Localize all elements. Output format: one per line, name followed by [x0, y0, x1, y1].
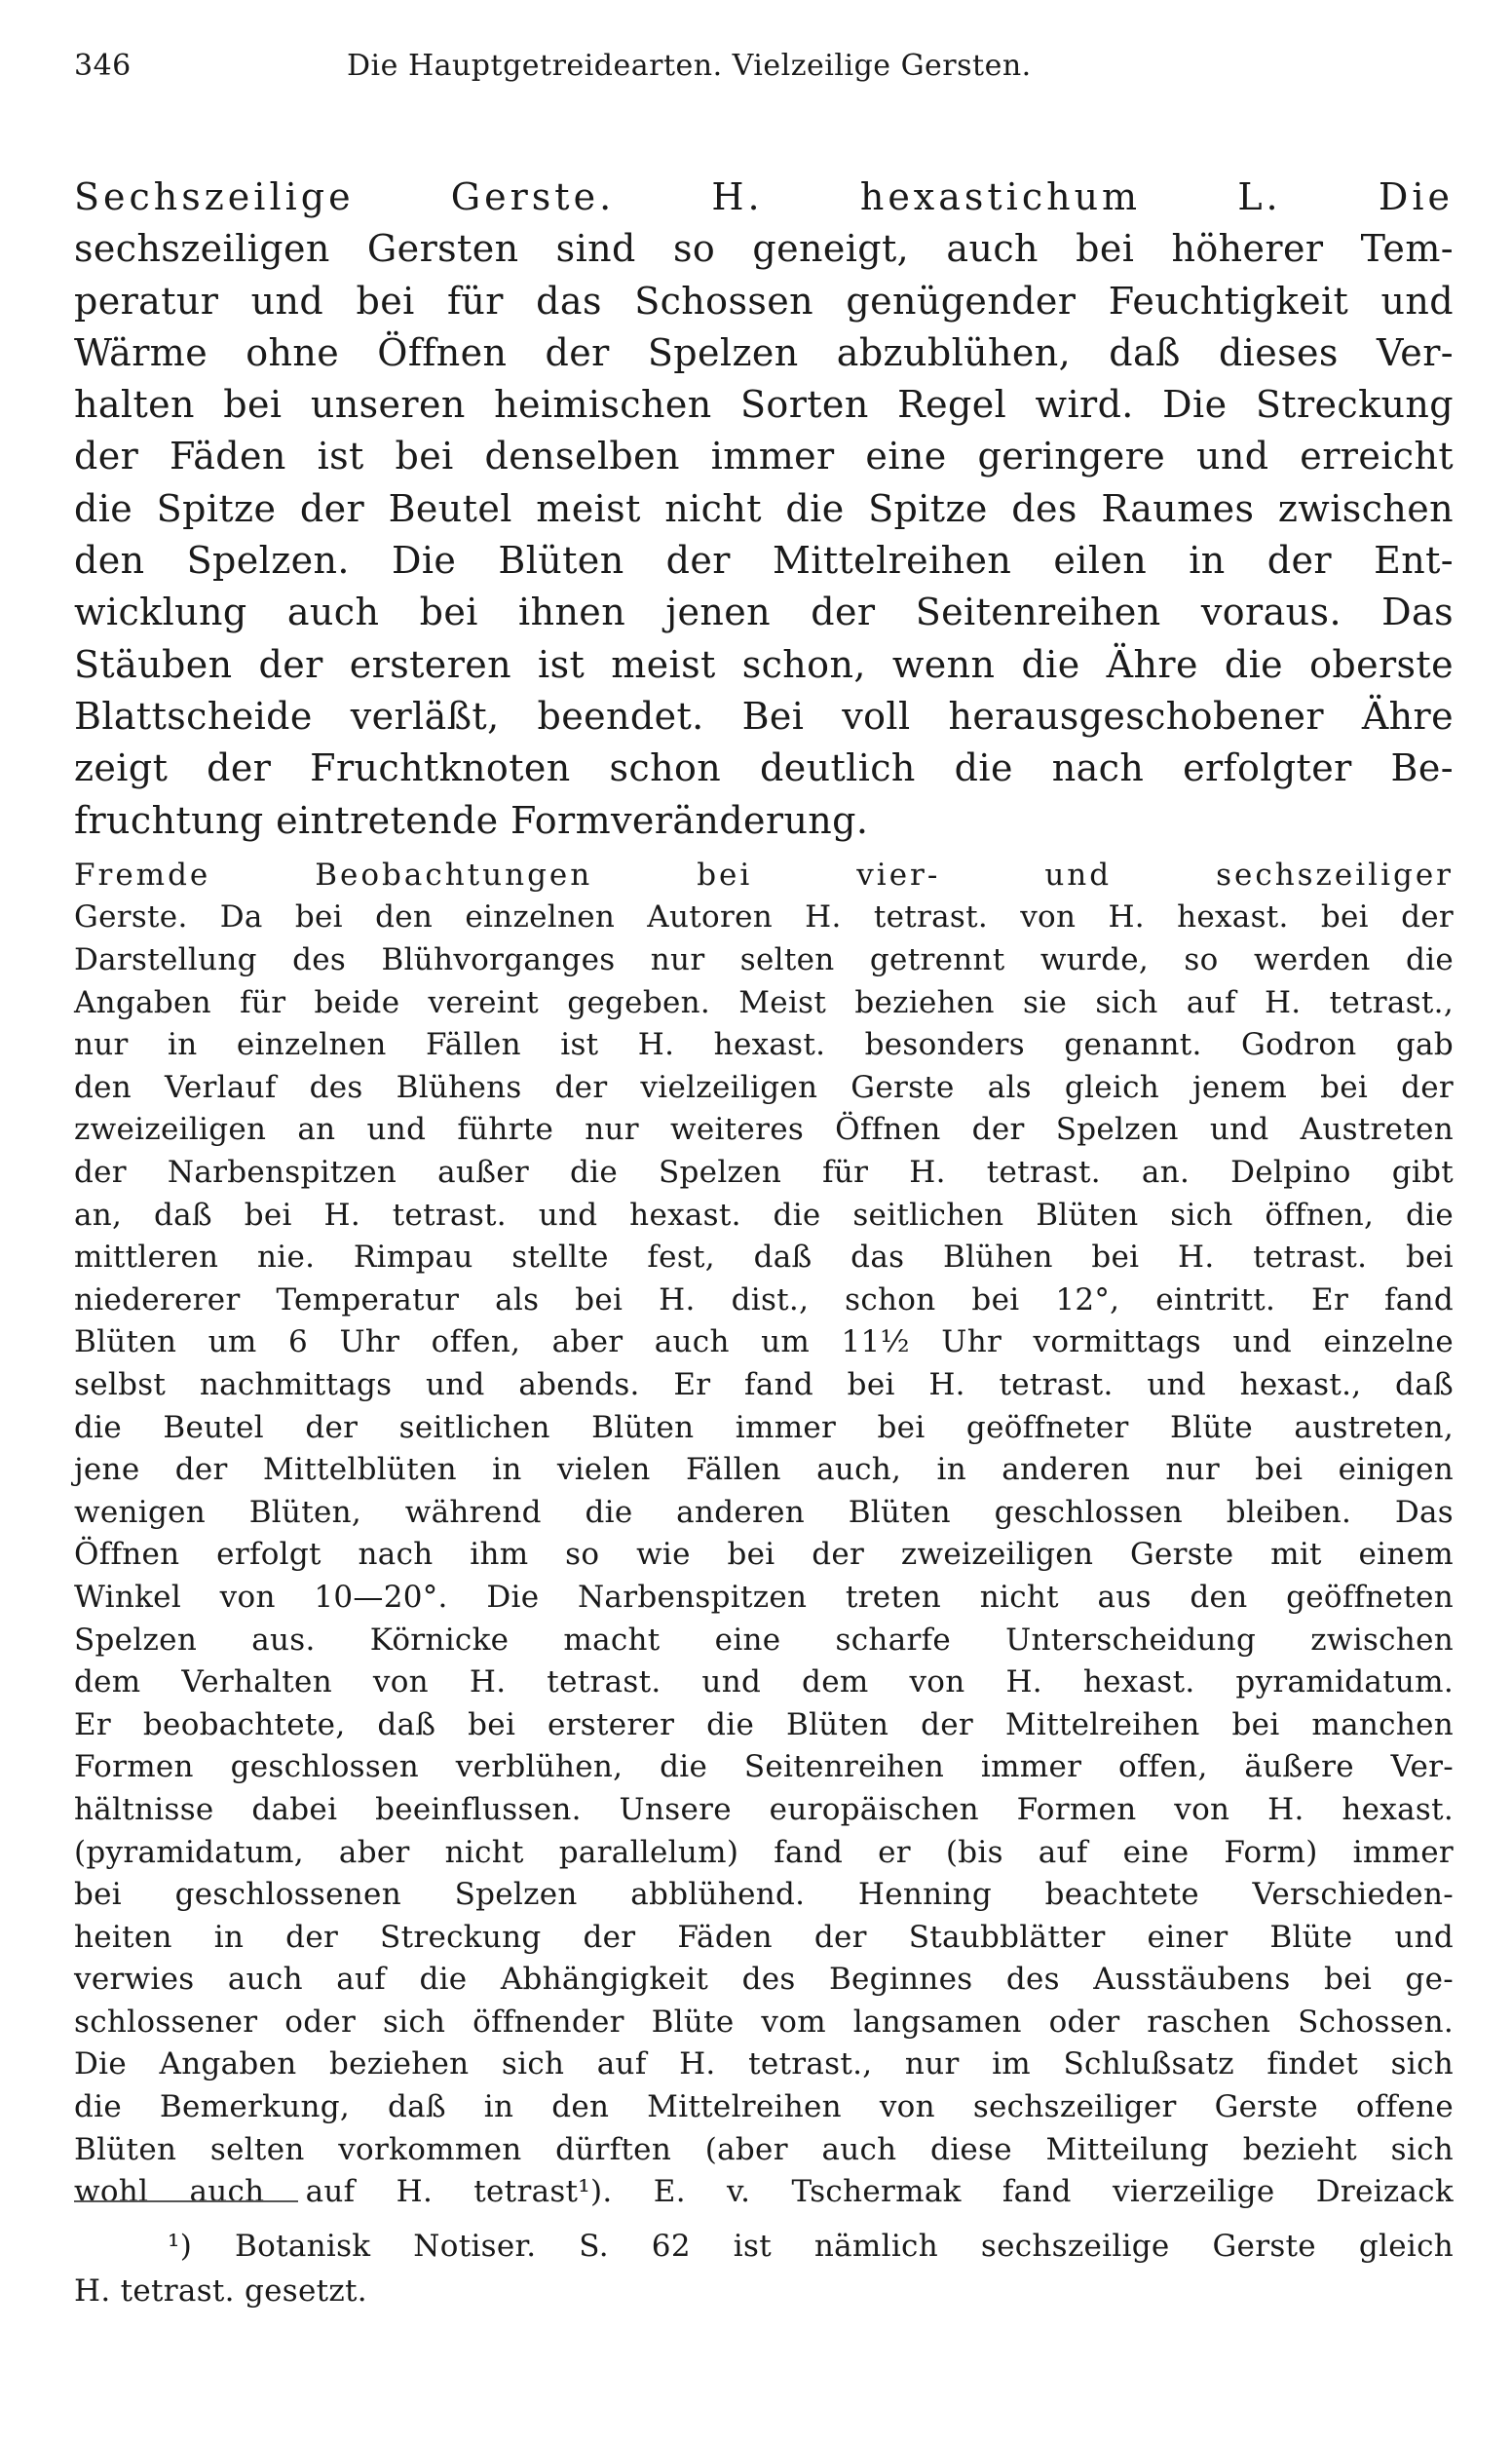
section-line: Blüten selten vorkommen dürften (aber auch diese Mitteilung bezieht sich: [74, 2131, 1454, 2167]
section-line: die Bemerkung, daß in den Mittelreihen von sechszeiliger Gerste offene: [74, 2089, 1454, 2125]
footnote-line: H. tetrast. gesetzt.: [74, 2273, 367, 2309]
paragraph-line: wicklung auch bei ihnen jenen der Seitenreihen voraus. Das: [74, 591, 1454, 634]
section-heading-line: Fremde Beobachtungen bei vier- und sechszeiliger: [74, 857, 1454, 893]
paragraph-line: fruchtung eintretende Formveränderung.: [74, 798, 869, 842]
section-line: Formen geschlossen verblühen, die Seitenreihen immer offen, äußere Ver-: [74, 1749, 1454, 1785]
section-line: niedererer Temperatur als bei H. dist., schon bei 12°, eintritt. Er fand: [74, 1281, 1454, 1317]
section-line: an, daß bei H. tetrast. und hexast. die seitlichen Blüten sich öffnen, die: [74, 1197, 1454, 1233]
section-line: wohl auch auf H. tetrast¹). E. v. Tschermak fand vierzeilige Dreizack: [74, 2174, 1454, 2210]
section-line: Die Angaben beziehen sich auf H. tetrast., nur im Schlußsatz findet sich: [74, 2046, 1454, 2082]
section-line: Spelzen aus. Körnicke macht eine scharfe Unterscheidung zwischen: [74, 1622, 1454, 1658]
paragraph-line: halten bei unseren heimischen Sorten Regel wird. Die Streckung: [74, 383, 1454, 427]
section-line: Angaben für beide vereint gegeben. Meist beziehen sie sich auf H. tetrast.,: [74, 984, 1454, 1020]
observations-section: [74, 855, 1454, 2214]
section-line: hältnisse dabei beeinflussen. Unsere europäischen Formen von H. hexast.: [74, 1791, 1454, 1827]
main-paragraph: [74, 172, 1454, 847]
paragraph-line: den Spelzen. Die Blüten der Mittelreihen eilen in der Ent-: [74, 539, 1454, 583]
section-line: zweizeiligen an und führte nur weiteres Öffnen der Spelzen und Austreten: [74, 1112, 1454, 1148]
page-number: 346: [74, 49, 132, 83]
paragraph-line: die Spitze der Beutel meist nicht die Spitze des Raumes zwischen: [74, 486, 1454, 530]
section-line: Gerste. Da bei den einzelnen Autoren H. tetrast. von H. hexast. bei der: [74, 899, 1454, 936]
section-line: verwies auch auf die Abhängigkeit des Beginnes des Ausstäubens bei ge-: [74, 1962, 1454, 1998]
section-line: den Verlauf des Blühens der vielzeiligen Gerste als gleich jenem bei der: [74, 1069, 1454, 1105]
running-title: Die Hauptgetreidearten. Vielzeilige Gersten.: [347, 49, 1032, 83]
footnote-divider: [74, 2200, 298, 2202]
paragraph-line: sechszeiligen Gersten sind so geneigt, auch bei höherer Tem-: [74, 227, 1454, 271]
footnote-line: ¹) Botanisk Notiser. S. 62 ist nämlich sechszeilige Gerste gleich: [168, 2229, 1454, 2264]
section-line: Winkel von 10—20°. Die Narbenspitzen treten nicht aus den geöffneten: [74, 1579, 1454, 1615]
paragraph-line: zeigt der Fruchtknoten schon deutlich die nach erfolgter Be-: [74, 746, 1454, 790]
section-line: der Narbenspitzen außer die Spelzen für H. tetrast. an. Delpino gibt: [74, 1155, 1454, 1191]
paragraph-line: peratur und bei für das Schossen genügender Feuchtigkeit und: [74, 279, 1454, 323]
section-line: (pyramidatum, aber nicht parallelum) fand er (bis auf eine Form) immer: [74, 1834, 1454, 1870]
paragraph-line: Blattscheide verläßt, beendet. Bei voll herausgeschobener Ähre: [74, 694, 1454, 738]
section-line: die Beutel der seitlichen Blüten immer bei geöffneter Blüte austreten,: [74, 1409, 1454, 1445]
section-line: Er beobachtete, daß bei ersterer die Blüten der Mittelreihen bei manchen: [74, 1706, 1454, 1742]
footnotes: [74, 2224, 1454, 2313]
paragraph-line: Wärme ohne Öffnen der Spelzen abzublühen, daß dieses Ver-: [74, 330, 1454, 374]
section-line: heiten in der Streckung der Fäden der Staubblätter einer Blüte und: [74, 1919, 1454, 1955]
section-line: wenigen Blüten, während die anderen Blüten geschlossen bleiben. Das: [74, 1494, 1454, 1530]
section-line: nur in einzelnen Fällen ist H. hexast. besonders genannt. Godron gab: [74, 1027, 1454, 1063]
section-line: Darstellung des Blühvorganges nur selten getrennt wurde, so werden die: [74, 942, 1454, 978]
section-line: selbst nachmittags und abends. Er fand bei H. tetrast. und hexast., daß: [74, 1366, 1454, 1402]
section-line: Öffnen erfolgt nach ihm so wie bei der zweizeiligen Gerste mit einem: [74, 1537, 1454, 1573]
section-line: schlossener oder sich öffnender Blüte vom langsamen oder raschen Schossen.: [74, 2004, 1454, 2040]
paragraph-line: Sechszeilige Gerste. H. hexastichum L. Die: [74, 175, 1454, 218]
section-line: jene der Mittelblüten in vielen Fällen auch, in anderen nur bei einigen: [74, 1452, 1454, 1488]
page: [74, 49, 1454, 2214]
section-line: mittleren nie. Rimpau stellte fest, daß das Blühen bei H. tetrast. bei: [74, 1240, 1454, 1276]
section-line: dem Verhalten von H. tetrast. und dem von H. hexast. pyramidatum.: [74, 1664, 1454, 1700]
paragraph-line: der Fäden ist bei denselben immer eine geringere und erreicht: [74, 435, 1454, 478]
section-line: Blüten um 6 Uhr offen, aber auch um 11½ Uhr vormittags und einzelne: [74, 1324, 1454, 1360]
running-header: [74, 49, 1454, 92]
paragraph-line: Stäuben der ersteren ist meist schon, wenn die Ähre die oberste: [74, 642, 1454, 686]
section-line: bei geschlossenen Spelzen abblühend. Henning beachtete Verschieden-: [74, 1877, 1454, 1913]
